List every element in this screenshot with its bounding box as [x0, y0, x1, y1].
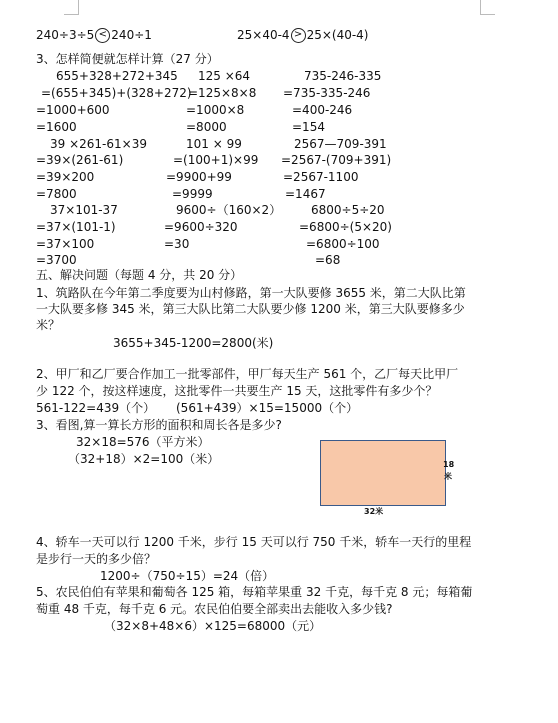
rectangle-figure	[320, 440, 446, 506]
q4-answer: 1200÷（750÷15）=24（倍）	[100, 569, 275, 583]
calc-cell: =3700	[36, 253, 77, 267]
calc-cell: =9999	[172, 187, 213, 201]
compare-left-expr-b: 240÷1	[111, 28, 152, 42]
q4-line: 4、轿车一天可以行 1200 千米，步行 15 天可以行 750 千米，轿车一天行的里程	[36, 535, 472, 549]
rect-side-label-number: 18	[443, 460, 455, 469]
rect-side-label-unit: 米	[444, 472, 452, 481]
calc-cell: =9600÷320	[164, 220, 238, 234]
calc-cell: =6800÷(5×20)	[299, 220, 392, 234]
q4-line: 是步行一天的多少倍？	[36, 552, 157, 566]
q2-line: 少 122 个，按这样速度，这批零件一共要生产 15 天，这批零件有多少个？	[36, 384, 438, 398]
calc-cell: =1000+600	[36, 103, 110, 117]
calc-cell: =2567-(709+391)	[281, 153, 392, 167]
compare-left-symbol: <	[95, 28, 110, 43]
calc-cell: 9600÷（160×2）	[176, 203, 282, 217]
calc-cell: 125 ×64	[198, 69, 251, 83]
calc-cell: =37×(101-1)	[36, 220, 116, 234]
calc-cell: =400-246	[292, 103, 353, 117]
calc-cell: =68	[315, 253, 341, 267]
q2-answer-b: (561+439）×15=15000（个）	[176, 401, 359, 415]
q1-line: 一大队要多修 345 米，第三大队比第二大队要少修 1200 米，第三大队要修多少	[36, 302, 465, 316]
calc-cell: =1000×8	[186, 103, 245, 117]
q1-line: 米？	[36, 318, 61, 332]
calc-cell: =154	[292, 120, 325, 134]
compare-left-expr-a: 240÷3÷5	[36, 28, 95, 42]
calc-cell: =30	[164, 237, 190, 251]
calc-cell: =39×(261-61)	[36, 153, 124, 167]
compare-right	[237, 28, 368, 43]
calc-cell: =735-335-246	[283, 86, 371, 100]
calc-cell: =39×200	[36, 170, 95, 184]
q5-answer: （32×8+48×6）×125=68000（元）	[104, 619, 322, 633]
calc-cell: 2567—709-391	[294, 137, 387, 151]
compare-right-symbol: >	[291, 28, 306, 43]
calc-cell: 735-246-335	[304, 69, 382, 83]
compare-left	[36, 28, 152, 43]
q2-answer-a: 561-122=439（个）	[36, 401, 156, 415]
corner-mark-right	[480, 0, 495, 15]
calc-cell: =1467	[285, 187, 326, 201]
calc-cell: =9900+99	[166, 170, 232, 184]
q5-line: 萄重 48 千克，每千克 6 元。农民伯伯要全部卖出去能收入多少钱?	[36, 602, 393, 616]
section5-heading: 五、解决问题（每题 4 分，共 20 分）	[36, 268, 243, 282]
calc-cell: 655+328+272+345	[56, 69, 178, 83]
q1-line: 1、筑路队在今年第二季度要为山村修路，第一大队要修 3655 米，第二大队比第	[36, 286, 466, 300]
q3-answer-area: 32×18=576（平方米）	[76, 435, 210, 449]
calc-cell: 37×101-37	[50, 203, 118, 217]
q1-answer: 3655+345-1200=2800(米)	[113, 336, 274, 350]
section3-heading: 3、怎样简便就怎样计算（27 分）	[36, 52, 219, 66]
q5-line: 5、农民伯伯有苹果和葡萄各 125 箱，每箱苹果重 32 千克，每千克 8 元；每箱葡	[36, 585, 473, 599]
calc-cell: =7800	[36, 187, 77, 201]
calc-cell: =8000	[186, 120, 227, 134]
rect-bottom-label: 32米	[364, 507, 384, 516]
calc-cell: =125×8×8	[188, 86, 257, 100]
corner-mark-left	[64, 0, 79, 15]
calc-cell: =6800÷100	[306, 237, 380, 251]
calc-cell: =37×100	[36, 237, 95, 251]
q3-answer-perimeter: （32+18）×2=100（米）	[68, 452, 220, 466]
calc-cell: =(100+1)×99	[173, 153, 259, 167]
q2-line: 2、甲厂和乙厂要合作加工一批零部件，甲厂每天生产 561 个，乙厂每天比甲厂	[36, 367, 459, 381]
compare-right-expr-b: 25×(40-4)	[306, 28, 369, 42]
calc-cell: =(655+345)+(328+272)	[41, 86, 192, 100]
compare-right-expr-a: 25×40-4	[237, 28, 290, 42]
q3-line: 3、看图,算一算长方形的面积和周长各是多少?	[36, 418, 282, 432]
calc-cell: 6800÷5÷20	[311, 203, 385, 217]
calc-cell: =2567-1100	[283, 170, 359, 184]
calc-cell: =1600	[36, 120, 77, 134]
calc-cell: 101 × 99	[186, 137, 242, 151]
calc-cell: 39 ×261-61×39	[50, 137, 147, 151]
